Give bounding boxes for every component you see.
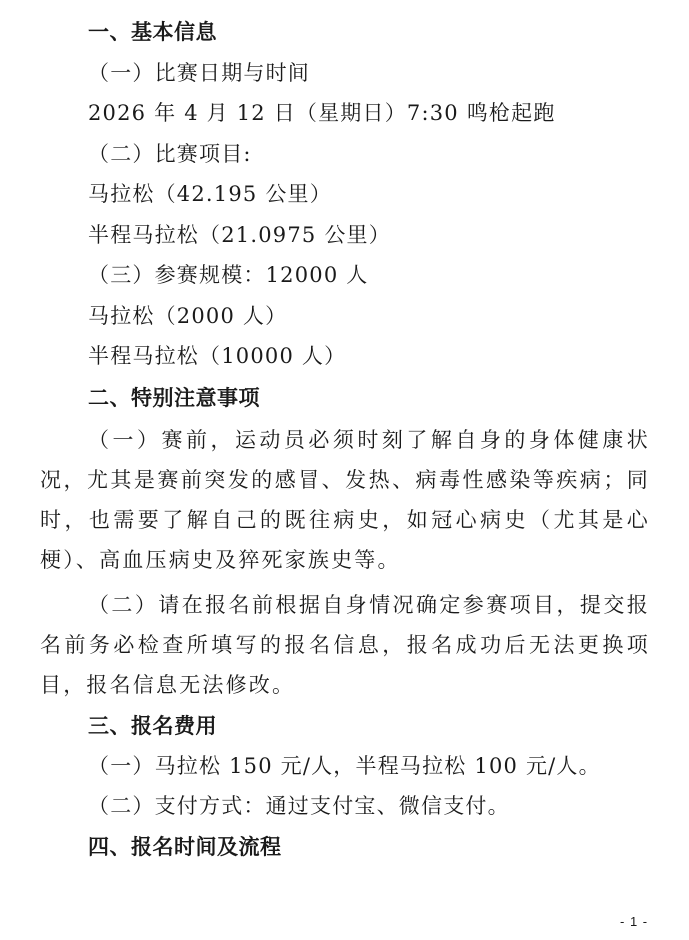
payment-method: （二）支付方式：通过支付宝、微信支付。 [88,794,510,818]
section-heading-basic-info: 一、基本信息 [88,20,217,44]
event-half-marathon: 半程马拉松（21.0975 公里） [88,223,391,247]
scale-full-marathon: 马拉松（2000 人） [88,304,288,328]
page-number: - 1 - [620,914,649,929]
section-heading-registration-process: 四、报名时间及流程 [88,835,282,859]
event-full-marathon: 马拉松（42.195 公里） [88,182,332,206]
notes-paragraph-registration: （二）请在报名前根据自身情况确定参赛项目，提交报名前务必检查所填写的报名信息，报名成功后无法更换项目，报名信息无法修改。 [40,593,650,697]
subsection-events-title: （二）比赛项目: [88,142,252,166]
subsection-scale-title: （三）参赛规模：12000 人 [88,263,369,287]
section-heading-fees: 三、报名费用 [88,714,217,738]
scale-half-marathon: 半程马拉松（10000 人） [88,344,347,368]
section-heading-notes: 二、特别注意事项 [88,386,260,410]
fee-details: （一）马拉松 150 元/人，半程马拉松 100 元/人。 [88,754,601,778]
race-date-time: 2026 年 4 月 12 日（星期日）7:30 鸣枪起跑 [88,101,556,125]
notes-paragraph-health: （一）赛前，运动员必须时刻了解自身的身体健康状况，尤其是赛前突发的感冒、发热、病毒性感染等疾病；同时，也需要了解自己的既往病史，如冠心病史（尤其是心梗）、高血压病史及猝死家族史等。 [40,428,650,572]
subsection-date-time-title: （一）比赛日期与时间 [88,61,310,85]
